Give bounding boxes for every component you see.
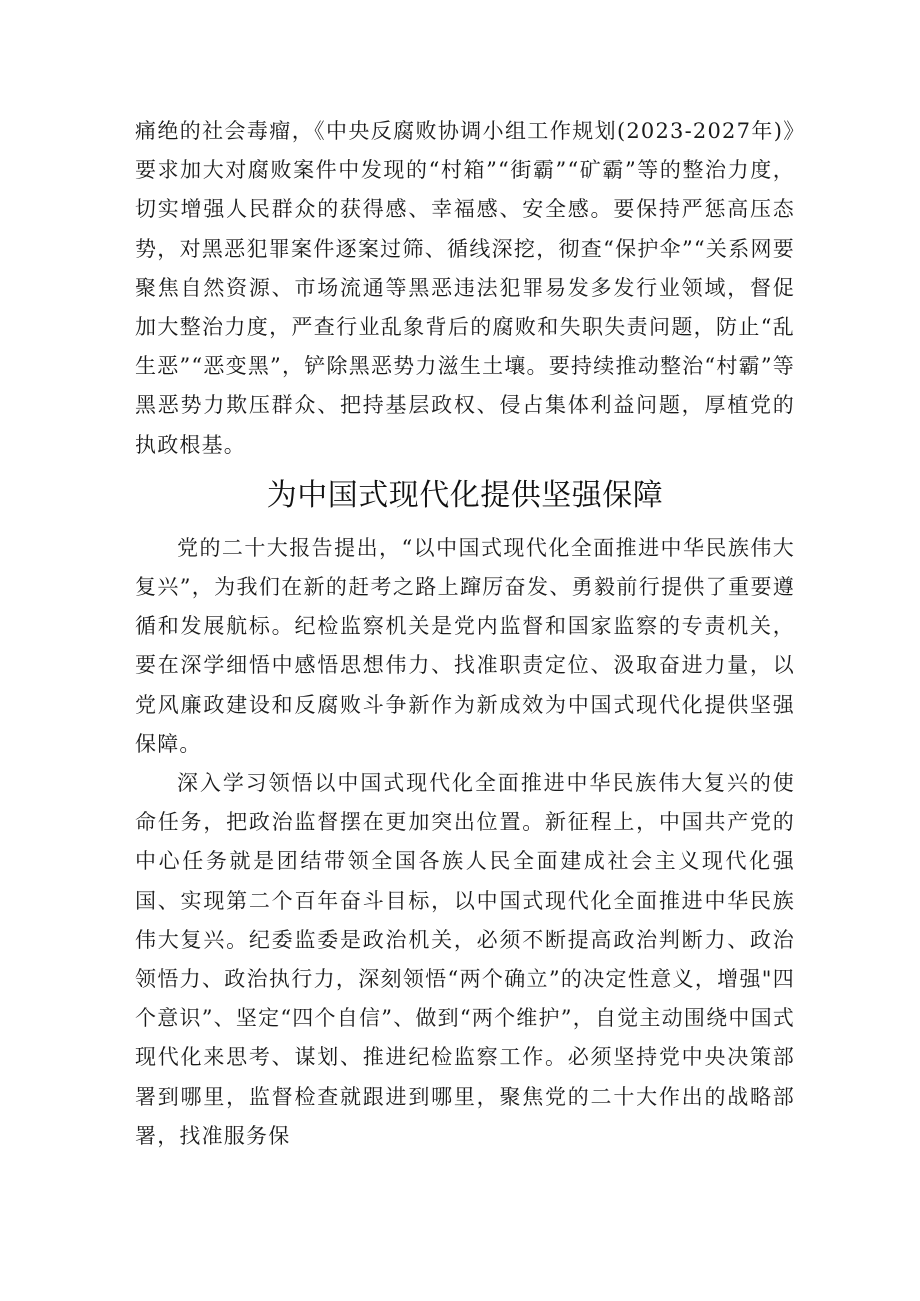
paragraph-1: 党的二十大报告提出，“以中国式现代化全面推进中华民族伟大复兴”，为我们在新的赶考之路上蹿厉奋发、勇毅前行提供了重要遵循和发展航标。纪检监察机关是党内监督和国家监察的专责机关，要在深学细悟中感悟思想伟力、找准职责定位、汲取奋进力量，以党风廉政建设和反腐败斗争新作为新成效为中国式现代化提供坚强保障。 — [135, 535, 795, 756]
paragraph-continued: 痛绝的社会毒瘤，《中央反腐败协调小组工作规划(2023-2027年)》要求加大对腐败案件中发现的“村箱”“街霸”“矿霸”等的整治力度，切实增强人民群众的获得感、幸福感、安全感。要保持严惩高压态势，对黑恶犯罪案件逐案过筛、循线深挖，彻查“保护伞”“关系网要聚焦自然资源、市场流通等黑恶违法犯罪易发多发行业领域，督促加大整治力度，严查行业乱象背后的腐败和失职失责问题，防止“乱生恶”“恶变黑”，铲除黑恶势力滋生土壤。要持续推动整治“村霸”等黑恶势力欺压群众、把持基层政权、侵占集体利益问题，厚植党的执政根基。 — [135, 119, 795, 457]
document-body — [135, 112, 795, 1156]
paragraph-2: 深入学习领悟以中国式现代化全面推进中华民族伟大复兴的使命任务，把政治监督摆在更加突出位置。新征程上，中国共产党的中心任务就是团结带领全国各族人民全面建成社会主义现代化强国、实现第二个百年奋斗目标，以中国式现代化全面推进中华民族伟大复兴。纪委监委是政治机关，必须不断提高政治判断力、政治领悟力、政治执行力，深刻领悟“两个确立”的决定性意义，增强"四个意识”、坚定“四个自信”、做到“两个维护”，自觉主动围绕中国式现代化来思考、谋划、推进纪检监察工作。必须坚持党中央决策部署到哪里，监督检查就跟进到哪里，聚焦党的二十大作出的战略部署，找准服务保 — [135, 771, 795, 1148]
section-heading: 为中国式现代化提供坚强保障 — [266, 477, 664, 513]
